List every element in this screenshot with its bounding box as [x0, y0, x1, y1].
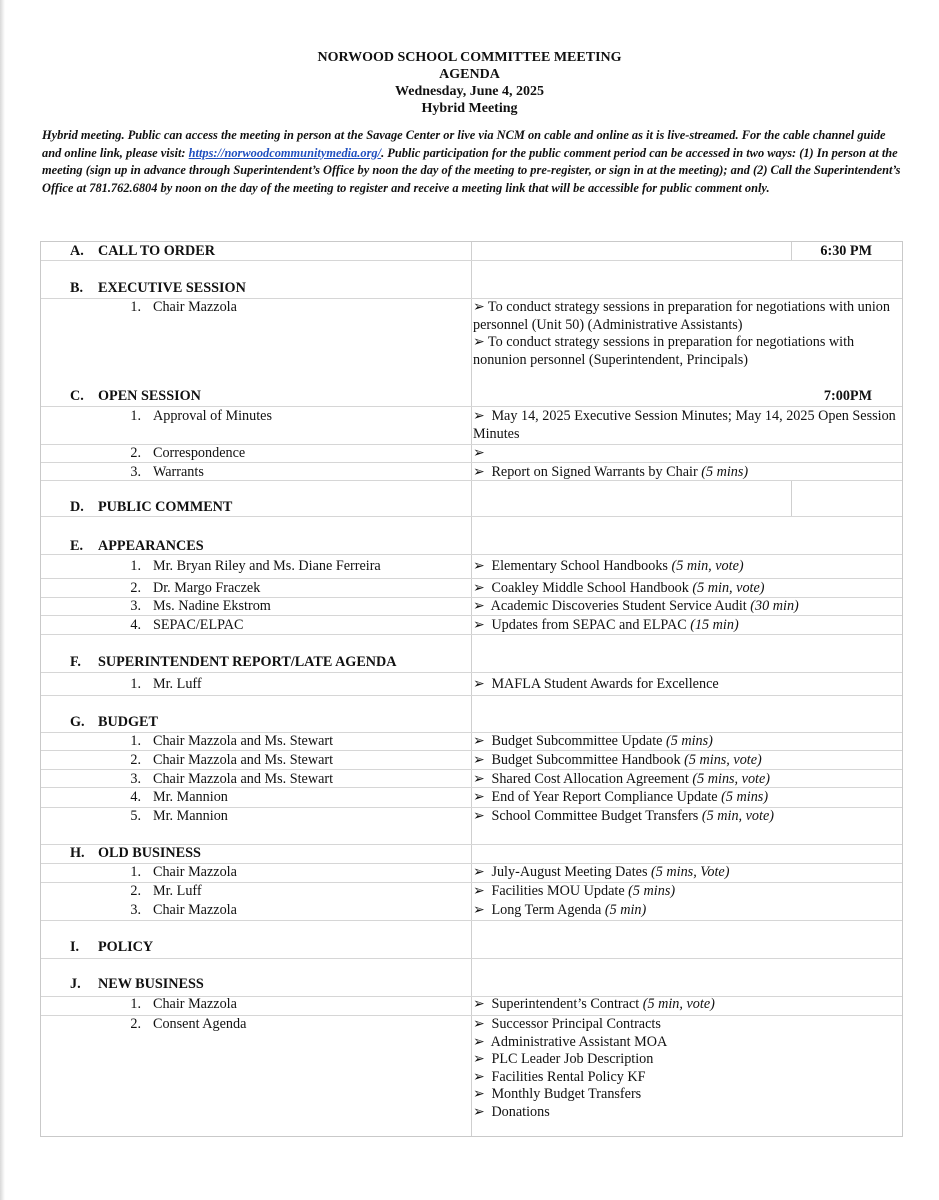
item-presenter: Chair Mazzola — [153, 996, 237, 1012]
time-note: (5 mins) — [701, 464, 749, 480]
item-number: 3. — [130, 771, 141, 787]
item-description — [473, 598, 898, 616]
time-column-divider — [791, 242, 792, 260]
description-text: Facilities MOU Update — [487, 883, 629, 899]
section-title: APPEARANCES — [98, 538, 204, 554]
consent-agenda-list — [473, 1016, 898, 1121]
item-number: 4. — [130, 617, 141, 633]
agenda-table — [40, 241, 903, 1137]
section-title: POLICY — [98, 939, 154, 955]
arrow-bullet-icon: ➢ — [473, 1051, 485, 1067]
description-text: Updates from SEPAC and ELPAC — [487, 617, 691, 633]
time-note: (5 min, vote) — [692, 580, 765, 596]
time-note: (5 mins, vote) — [684, 752, 762, 768]
arrow-bullet-icon: ➢ — [473, 771, 485, 787]
header-title: NORWOOD SCHOOL COMMITTEE MEETING — [317, 50, 622, 65]
arrow-bullet-icon: ➢ — [473, 789, 485, 805]
description-text: May 14, 2025 Executive Session Minutes; May 14, 2025 Open Session Minutes — [473, 408, 896, 442]
time-note: (5 mins) — [628, 883, 676, 899]
item-description — [473, 464, 898, 482]
time-note: (30 min) — [750, 598, 799, 614]
description-text: Budget Subcommittee Handbook — [487, 752, 685, 768]
description-text: To conduct strategy sessions in preparation for negotiations with nonunion personnel (Superintendent, Principals) — [473, 334, 855, 368]
item-description — [473, 676, 898, 694]
row-rule — [41, 920, 902, 921]
row-rule — [41, 958, 902, 959]
item-presenter: Chair Mazzola — [153, 864, 237, 880]
arrow-bullet-icon: ➢ — [473, 1086, 485, 1102]
item-number: 4. — [130, 789, 141, 805]
item-presenter: Correspondence — [153, 445, 246, 461]
item-number: 2. — [130, 752, 141, 768]
item-number: 3. — [130, 598, 141, 614]
description-text: End of Year Report Compliance Update — [487, 789, 722, 805]
item-presenter: Chair Mazzola — [153, 902, 237, 918]
section-letter: A. — [70, 243, 84, 259]
time-note: (5 mins) — [721, 789, 769, 805]
item-number: 3. — [130, 902, 141, 918]
item-description — [473, 445, 898, 463]
item-presenter: Dr. Margo Fraczek — [153, 580, 261, 596]
arrow-bullet-icon: ➢ — [473, 864, 485, 880]
item-description — [473, 864, 898, 882]
item-description — [473, 996, 898, 1014]
item-description — [473, 808, 898, 826]
header-meeting-type: Hybrid Meeting — [421, 101, 518, 116]
section-title: SUPERINTENDENT REPORT/LATE AGENDA — [98, 654, 397, 670]
section-title: BUDGET — [98, 714, 158, 730]
document-header — [0, 49, 939, 117]
item-presenter: Mr. Mannion — [153, 789, 228, 805]
item-presenter: Mr. Mannion — [153, 808, 228, 824]
list-item — [473, 1016, 898, 1034]
description-text: Superintendent’s Contract — [487, 996, 643, 1012]
arrow-bullet-icon: ➢ — [473, 1103, 485, 1120]
item-presenter: SEPAC/ELPAC — [153, 617, 244, 633]
item-number: 2. — [130, 445, 141, 461]
header-agenda: AGENDA — [439, 67, 500, 82]
description-text: Successor Principal Contracts — [487, 1016, 661, 1032]
time-note: (5 min) — [604, 902, 647, 918]
arrow-bullet-icon: ➢ — [473, 580, 485, 596]
item-presenter: Consent Agenda — [153, 1016, 247, 1032]
arrow-bullet-icon: ➢ — [473, 996, 485, 1012]
row-rule — [41, 578, 902, 579]
item-description — [473, 733, 898, 751]
description-text: Long Term Agenda — [487, 902, 605, 918]
item-number: 1. — [130, 299, 141, 315]
item-presenter: Ms. Nadine Ekstrom — [153, 598, 271, 614]
description-text: To conduct strategy sessions in preparation for negotiations with union personnel (Unit 50) (Administrative Assistants) — [473, 299, 890, 333]
description-text: MAFLA Student Awards for Excellence — [487, 676, 719, 692]
list-item — [473, 1069, 898, 1087]
item-presenter: Mr. Bryan Riley and Ms. Diane Ferreira — [153, 558, 381, 574]
arrow-bullet-icon: ➢ — [473, 676, 485, 692]
item-description — [473, 558, 898, 576]
item-presenter: Mr. Luff — [153, 883, 202, 899]
section-title: OPEN SESSION — [98, 388, 201, 404]
arrow-bullet-icon: ➢ — [473, 1068, 485, 1085]
description-text: Shared Cost Allocation Agreement — [487, 771, 693, 787]
item-description — [473, 408, 898, 443]
item-number: 1. — [130, 733, 141, 749]
arrow-bullet-icon: ➢ — [473, 752, 485, 768]
arrow-bullet-icon: ➢ — [473, 408, 485, 424]
row-rule — [41, 406, 902, 407]
section-title: NEW BUSINESS — [98, 976, 204, 992]
item-number: 3. — [130, 464, 141, 480]
item-description — [473, 580, 898, 598]
description-text: PLC Leader Job Description — [487, 1051, 654, 1067]
list-item — [473, 1086, 898, 1104]
arrow-bullet-icon: ➢ — [473, 733, 485, 749]
item-presenter: Chair Mazzola and Ms. Stewart — [153, 771, 334, 787]
arrow-bullet-icon: ➢ — [473, 598, 485, 614]
row-rule — [41, 695, 902, 696]
time-note: (5 mins, vote) — [692, 771, 771, 787]
section-title: CALL TO ORDER — [98, 243, 215, 259]
item-description — [473, 771, 898, 789]
item-number: 1. — [130, 676, 141, 692]
arrow-bullet-icon: ➢ — [473, 299, 485, 315]
description-text: Administrative Assistant MOA — [487, 1033, 668, 1050]
section-letter: B. — [70, 280, 84, 296]
intro-text-2: . Public participation for the public comment period can be accessed in two ways: (1) In person at the meeting (sign up in advance through Superintendent’s Office by noon the day of the meeting to pre-register, or sign in at the meeting); and (2) Call the Superintendent’s Office at 781.762.6804 by noon on the day of the meeting to register and receive a meeting link that will be accessible for public comment only. — [42, 145, 901, 195]
time-column-divider — [791, 480, 792, 516]
description-text: Report on Signed Warrants by Chair — [487, 464, 702, 480]
item-description — [473, 752, 898, 770]
item-number: 1. — [130, 864, 141, 880]
time-note: (5 min, vote) — [671, 558, 744, 574]
description-text: July-August Meeting Dates — [487, 864, 652, 880]
description-text: Coakley Middle School Handbook — [487, 580, 693, 596]
item-description — [473, 902, 898, 920]
section-title: EXECUTIVE SESSION — [98, 280, 246, 296]
arrow-bullet-icon: ➢ — [473, 808, 485, 824]
section-letter: H. — [70, 845, 85, 861]
arrow-bullet-icon: ➢ — [473, 1033, 485, 1050]
section-letter: I. — [70, 939, 80, 955]
list-item — [473, 1051, 898, 1069]
section-title: PUBLIC COMMENT — [98, 499, 233, 515]
intro-paragraph — [42, 127, 902, 197]
time-note: (5 mins) — [666, 733, 713, 749]
time-note: (5 min, vote) — [701, 808, 774, 824]
item-number: 1. — [130, 996, 141, 1012]
item-presenter: Warrants — [153, 464, 204, 480]
section-letter: E. — [70, 538, 84, 554]
item-number: 1. — [130, 558, 141, 574]
description-text: Monthly Budget Transfers — [487, 1086, 642, 1102]
section-letter: D. — [70, 499, 84, 515]
item-description — [473, 299, 898, 369]
item-description — [473, 789, 898, 807]
item-description — [473, 883, 898, 901]
intro-text-1: Hybrid meeting. Public can access the meeting in person at the Savage Center or live via NCM on cable and online as it is live-streamed. For the cable channel guide and online link, please visit: — [42, 128, 886, 160]
item-number: 2. — [130, 580, 141, 596]
arrow-bullet-icon: ➢ — [473, 617, 485, 633]
arrow-bullet-icon: ➢ — [473, 464, 485, 480]
arrow-bullet-icon: ➢ — [473, 902, 485, 918]
description-text: Facilities Rental Policy KF — [487, 1068, 646, 1085]
section-letter: F. — [70, 654, 81, 670]
section-letter: J. — [70, 976, 81, 992]
list-item — [473, 1034, 898, 1052]
time-note: (15 min) — [690, 617, 739, 633]
arrow-bullet-icon: ➢ — [473, 1016, 485, 1032]
time-note: (5 mins, Vote) — [651, 864, 730, 880]
time-note: (5 min, vote) — [642, 996, 715, 1012]
header-date: Wednesday, June 4, 2025 — [395, 84, 544, 99]
item-number: 2. — [130, 1016, 141, 1032]
arrow-bullet-icon: ➢ — [473, 445, 485, 461]
item-number: 2. — [130, 883, 141, 899]
section-title: OLD BUSINESS — [98, 845, 201, 861]
description-text: Elementary School Handbooks — [487, 558, 672, 574]
description-text: Academic Discoveries Student Service Audit — [487, 598, 751, 614]
column-divider — [471, 242, 472, 1136]
description-text: School Committee Budget Transfers — [487, 808, 702, 824]
section-time: 6:30 PM — [820, 243, 872, 259]
section-letter: C. — [70, 388, 84, 404]
arrow-bullet-icon: ➢ — [473, 883, 485, 899]
community-media-link[interactable]: https://norwoodcommunitymedia.org/ — [188, 145, 382, 160]
description-text: Donations — [487, 1103, 550, 1120]
section-letter: G. — [70, 714, 85, 730]
item-presenter: Mr. Luff — [153, 676, 202, 692]
item-presenter: Chair Mazzola and Ms. Stewart — [153, 733, 334, 749]
item-presenter: Approval of Minutes — [153, 408, 273, 424]
item-number: 5. — [130, 808, 141, 824]
arrow-bullet-icon: ➢ — [473, 334, 485, 350]
item-presenter: Chair Mazzola and Ms. Stewart — [153, 752, 334, 768]
arrow-bullet-icon: ➢ — [473, 558, 485, 574]
section-time: 7:00PM — [823, 388, 872, 404]
row-rule — [41, 672, 902, 673]
item-description — [473, 617, 898, 635]
description-text: Budget Subcommittee Update — [487, 733, 666, 749]
item-number: 1. — [130, 408, 141, 424]
list-item — [473, 1104, 898, 1122]
item-presenter: Chair Mazzola — [153, 299, 237, 315]
